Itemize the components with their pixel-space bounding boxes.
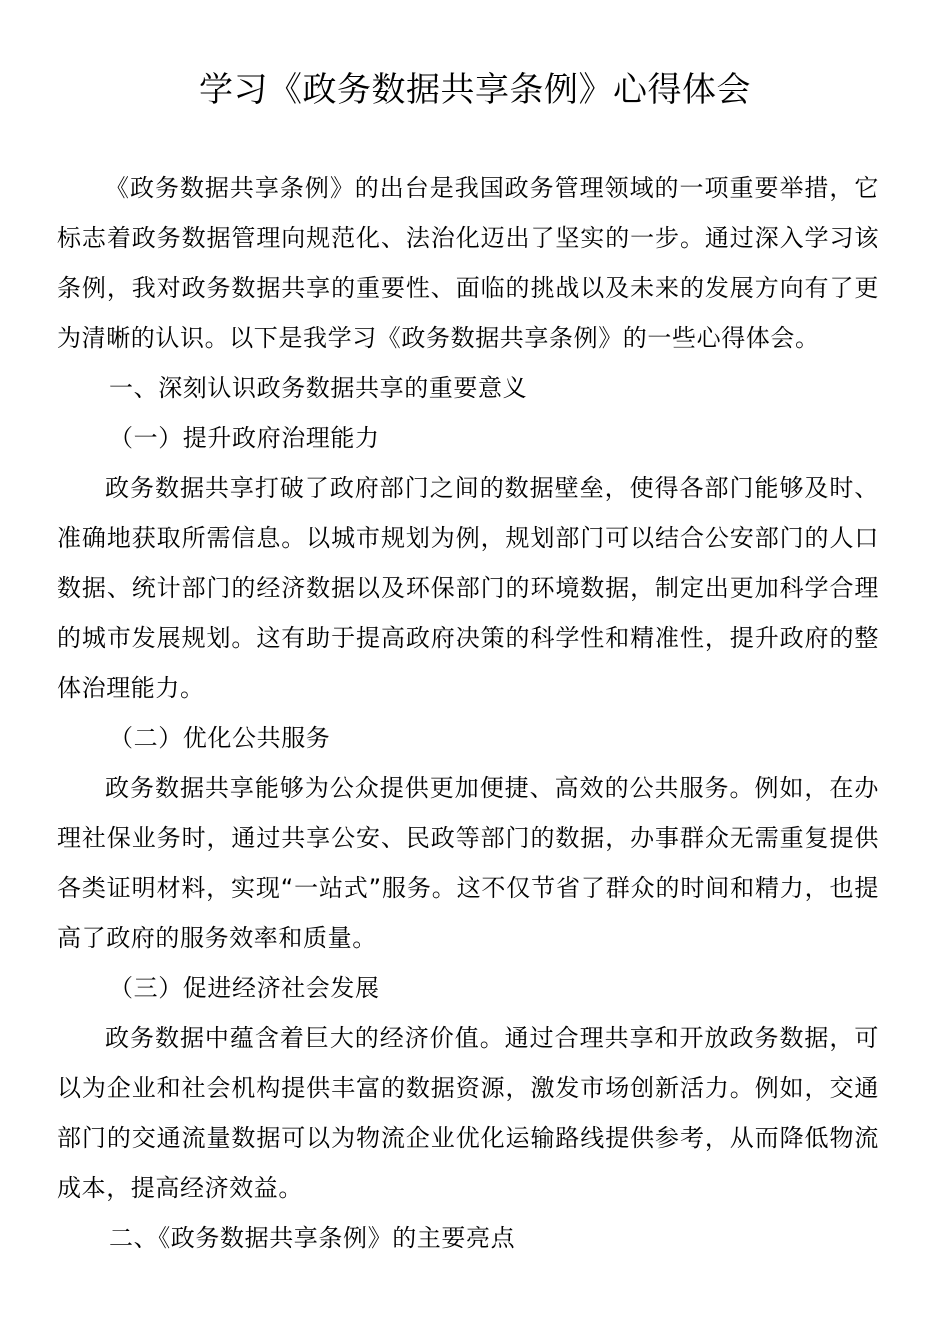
subsection-heading-2: （二）优化公共服务 [109, 724, 331, 752]
body-paragraph: 政务数据共享打破了政府部门之间的数据壁垒，使得各部门能够及时、准确地获取所需信息。以城市规划为例，规划部门可以结合公安部门的人口数据、统计部门的经济数据以及环保部门的环境数据，制定出更加科学合理的城市发展规划。这有助于提高政府决策的科学性和精准性，提升政府的整体治理能力。 [57, 474, 879, 702]
body-paragraph: 政务数据共享能够为公众提供更加便捷、高效的公共服务。例如，在办理社保业务时，通过共享公安、民政等部门的数据，办事群众无需重复提供各类证明材料，实现“一站式”服务。这不仅节省了群众的时间和精力，也提高了政府的服务效率和质量。 [57, 774, 879, 952]
body-paragraph: 政务数据中蕴含着巨大的经济价值。通过合理共享和开放政务数据，可以为企业和社会机构提供丰富的数据资源，激发市场创新活力。例如，交通部门的交通流量数据可以为物流企业优化运输路线提供参考，从而降低物流成本，提高经济效益。 [57, 1024, 879, 1202]
subsection-heading-3: （三）促进经济社会发展 [109, 974, 380, 1002]
intro-paragraph: 《政务数据共享条例》的出台是我国政务管理领域的一项重要举措，它标志着政务数据管理向规范化、法治化迈出了坚实的一步。通过深入学习该条例，我对政务数据共享的重要性、面临的挑战以及未来的发展方向有了更为清晰的认识。以下是我学习《政务数据共享条例》的一些心得体会。 [57, 174, 879, 352]
subsection-heading-1: （一）提升政府治理能力 [109, 424, 380, 452]
document-title: 学习《政务数据共享条例》心得体会 [199, 70, 751, 110]
section-heading-2: 二、《政务数据共享条例》的主要亮点 [109, 1224, 516, 1252]
section-heading-1: 一、深刻认识政务数据共享的重要意义 [109, 374, 528, 402]
document-body [57, 163, 879, 1263]
